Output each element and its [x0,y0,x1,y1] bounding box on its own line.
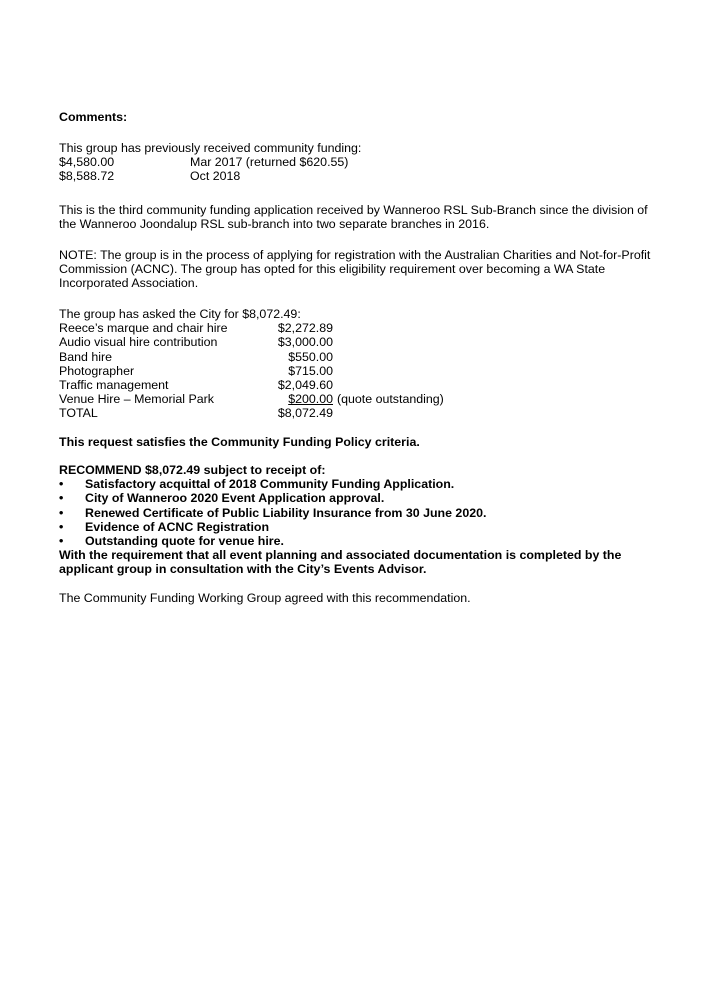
cost-row [59,364,666,378]
cost-amount: $715.00 [288,363,333,378]
cost-row [59,392,666,406]
funding-row [59,169,666,183]
third-application-paragraph: This is the third community funding application received by Wanneroo RSL Sub-Branch since the division of the Wanneroo Joondalup RSL sub-branch into two separate branches in 2016. [59,203,648,232]
cost-amount: $200.00 [288,392,333,407]
cost-row [59,378,666,392]
cost-row [59,321,666,335]
cost-amount: $8,072.49 [277,406,333,421]
funding-row [59,155,666,169]
list-item [59,477,666,491]
condition-text: Outstanding quote for venue hire. [85,533,284,548]
previous-funding-section [59,141,666,184]
list-item [59,491,666,505]
recommend-heading: RECOMMEND $8,072.49 subject to receipt of: [59,463,326,477]
funding-date: Mar 2017 (returned $620.55) [190,155,349,170]
acnc-note-paragraph: NOTE: The group is in the process of applying for registration with the Australian Charities and Not-for-Profit Commission (ACNC). The group has opted for this eligibility requirement over becoming a WA State Incorporated Association. [59,248,651,291]
bullet-icon: • [59,519,64,534]
funding-date: Oct 2018 [190,169,241,184]
cost-total-row [59,406,666,420]
cost-amount: $3,000.00 [277,335,333,350]
list-item [59,534,666,548]
bullet-icon: • [59,477,64,492]
policy-statement: This request satisfies the Community Funding Policy criteria. [59,435,420,449]
bullet-icon: • [59,533,64,548]
list-item [59,520,666,534]
bullet-icon: • [59,491,64,506]
recommendation-section [59,463,666,577]
condition-text: Evidence of ACNC Registration [85,519,270,534]
condition-text: Satisfactory acquittal of 2018 Community Funding Application. [85,477,455,492]
cost-amount: $2,272.89 [277,321,333,336]
cost-amount: $550.00 [288,349,333,364]
cost-row [59,350,666,364]
funding-intro: This group has previously received community funding: [59,141,362,155]
cost-breakdown [59,307,666,421]
cost-row [59,335,666,349]
funding-amount: $8,588.72 [59,169,115,184]
cost-item: Traffic management [59,377,169,392]
condition-text: City of Wanneroo 2020 Event Application approval. [85,491,385,506]
cost-note: (quote outstanding) [337,392,444,407]
comments-heading: Comments: [59,110,128,124]
condition-text: Renewed Certificate of Public Liability Insurance from 30 June 2020. [85,505,487,520]
cost-item: Audio visual hire contribution [59,335,218,350]
cost-item: Photographer [59,363,135,378]
working-group-statement: The Community Funding Working Group agreed with this recommendation. [59,591,471,605]
bullet-icon: • [59,505,64,520]
cost-item: TOTAL [59,406,98,421]
ask-intro: The group has asked the City for $8,072.49: [59,307,301,321]
cost-item: Band hire [59,349,113,364]
conditions-list [59,477,666,548]
requirement-paragraph: With the requirement that all event planning and associated documentation is completed by the applicant group in consultation with the City’s Events Advisor. [59,548,622,577]
cost-item: Venue Hire – Memorial Park [59,392,214,407]
cost-item: Reece’s marque and chair hire [59,321,228,336]
cost-amount: $2,049.60 [277,377,333,392]
list-item [59,506,666,520]
funding-amount: $4,580.00 [59,155,115,170]
